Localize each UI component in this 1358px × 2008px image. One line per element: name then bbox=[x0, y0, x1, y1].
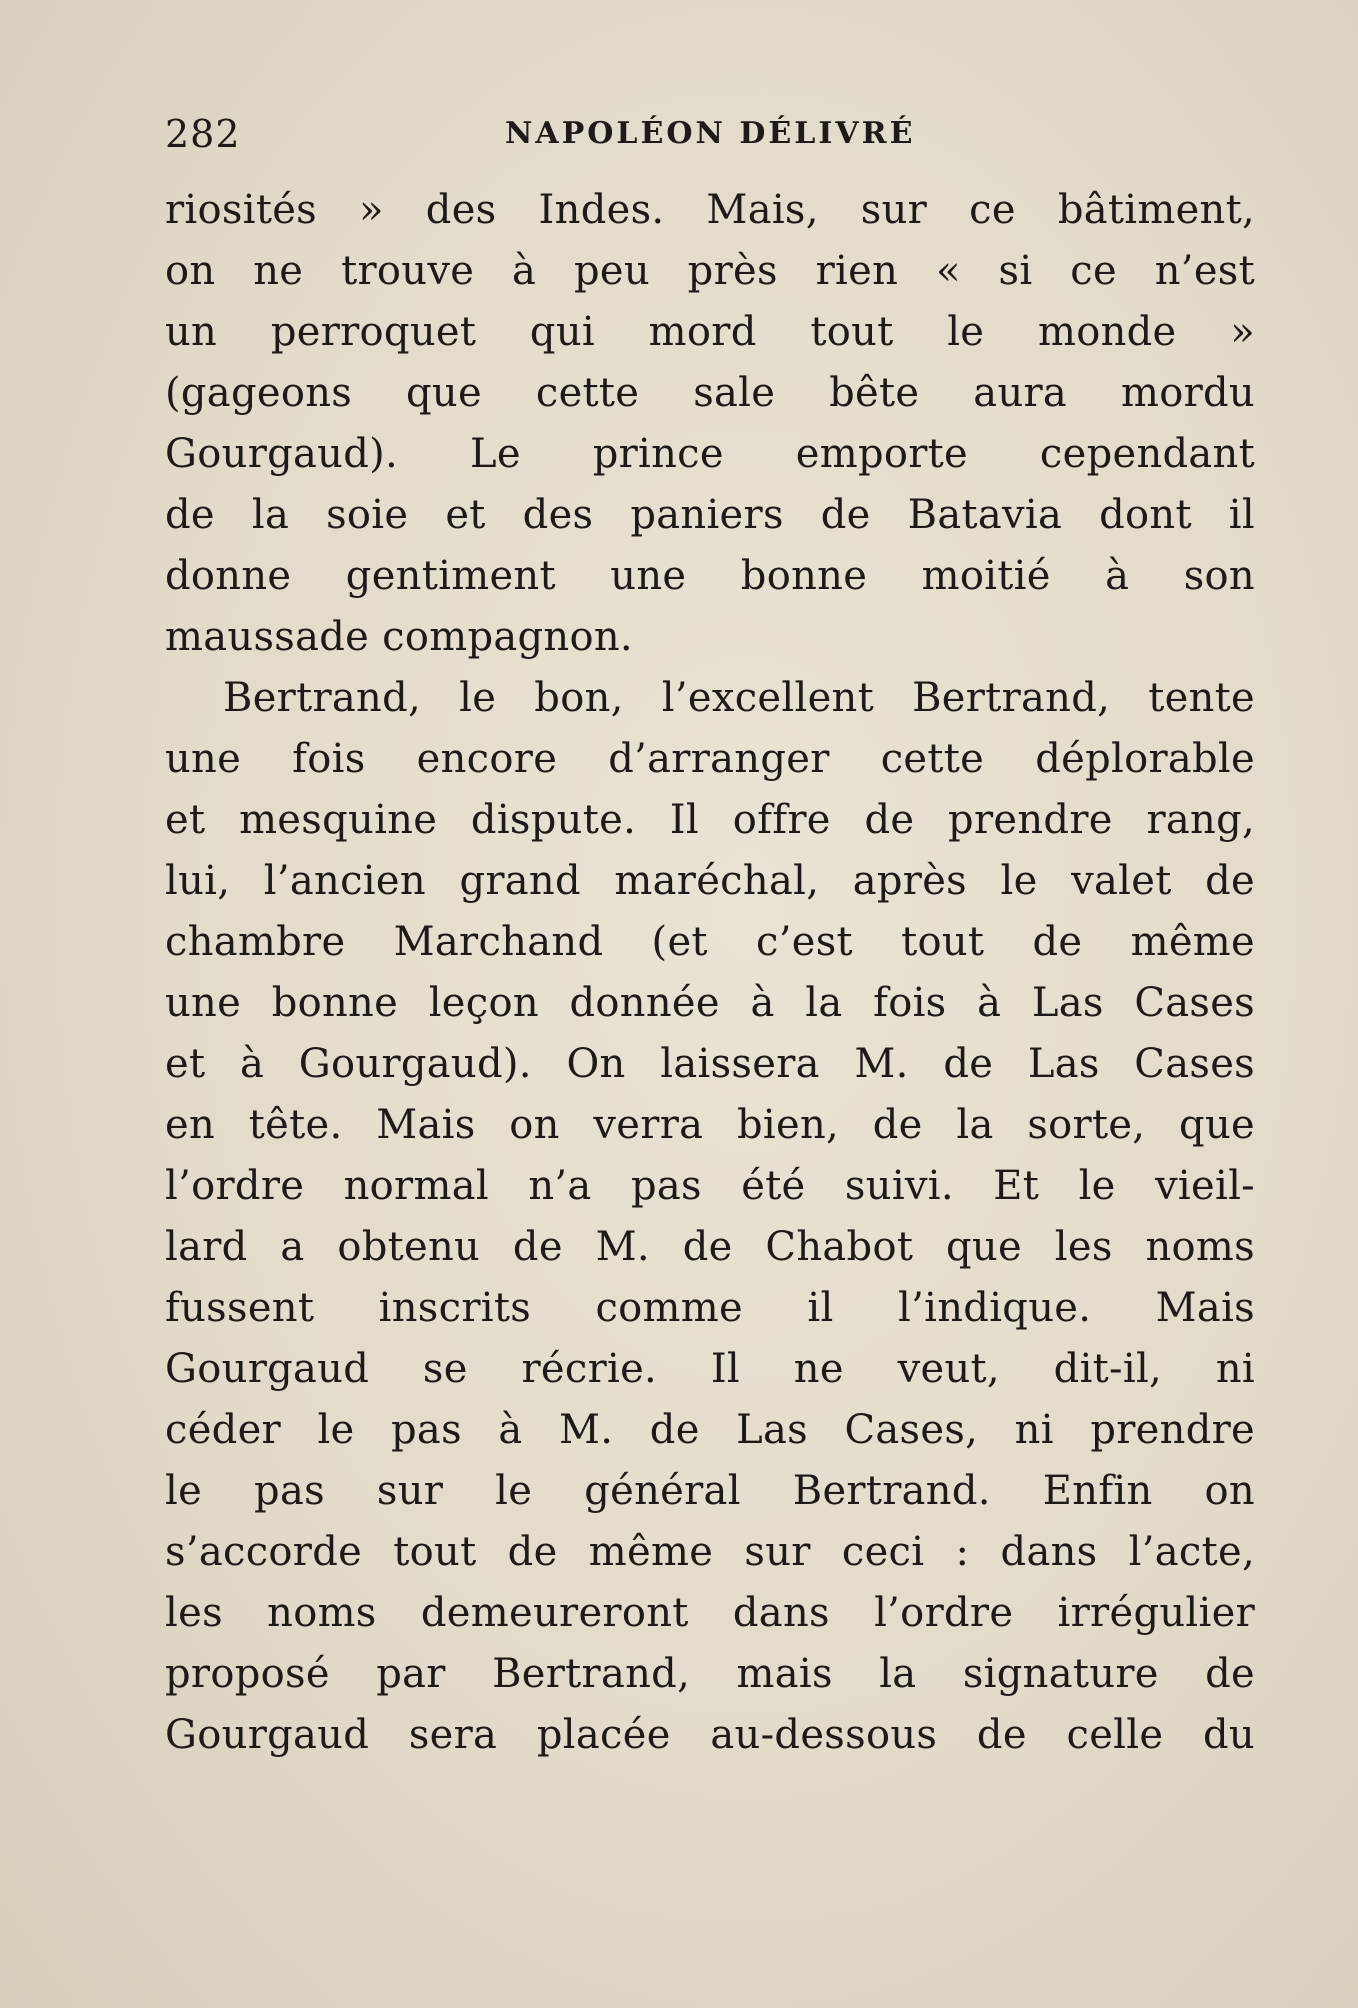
text-line: lui, l’ancien grand maréchal, après le valet de bbox=[165, 858, 1255, 904]
text-line: (gageons que cette sale bête aura mordu bbox=[165, 370, 1255, 416]
text-line: Gourgaud). Le prince emporte cependant bbox=[165, 431, 1255, 477]
text-line: et à Gourgaud). On laissera M. de Las Cases bbox=[165, 1041, 1255, 1087]
text-line: s’accorde tout de même sur ceci : dans l’acte, bbox=[165, 1529, 1255, 1575]
text-line: une fois encore d’arranger cette déplorable bbox=[165, 736, 1255, 782]
text-line: proposé par Bertrand, mais la signature de bbox=[165, 1651, 1255, 1697]
running-title: NAPOLÉON DÉLIVRÉ bbox=[505, 116, 916, 151]
text-line: chambre Marchand (et c’est tout de même bbox=[165, 919, 1255, 965]
page-number: 282 bbox=[165, 112, 241, 156]
text-line: Bertrand, le bon, l’excellent Bertrand, tente bbox=[223, 675, 1255, 721]
text-line: un perroquet qui mord tout le monde » bbox=[165, 309, 1255, 355]
body-text bbox=[165, 180, 1255, 1766]
text-line: en tête. Mais on verra bien, de la sorte, que bbox=[165, 1102, 1255, 1148]
text-line: Gourgaud se récrie. Il ne veut, dit-il, ni bbox=[165, 1346, 1255, 1392]
text-line: céder le pas à M. de Las Cases, ni prendre bbox=[165, 1407, 1255, 1453]
text-line: de la soie et des paniers de Batavia dont il bbox=[165, 492, 1255, 538]
text-line: lard a obtenu de M. de Chabot que les noms bbox=[165, 1224, 1255, 1270]
text-line: donne gentiment une bonne moitié à son bbox=[165, 553, 1255, 599]
text-line: le pas sur le général Bertrand. Enfin on bbox=[165, 1468, 1255, 1514]
text-line: riosités » des Indes. Mais, sur ce bâtiment, bbox=[165, 187, 1255, 233]
text-line: les noms demeureront dans l’ordre irrégulier bbox=[165, 1590, 1255, 1636]
text-line: l’ordre normal n’a pas été suivi. Et le vieil- bbox=[165, 1163, 1255, 1209]
text-line: fussent inscrits comme il l’indique. Mais bbox=[165, 1285, 1255, 1331]
text-line: maussade compagnon. bbox=[165, 614, 633, 660]
page-header bbox=[165, 104, 1255, 164]
text-line: on ne trouve à peu près rien « si ce n’est bbox=[165, 248, 1255, 294]
text-line: une bonne leçon donnée à la fois à Las Cases bbox=[165, 980, 1255, 1026]
text-line: et mesquine dispute. Il offre de prendre rang, bbox=[165, 797, 1255, 843]
text-line: Gourgaud sera placée au-dessous de celle du bbox=[165, 1712, 1255, 1758]
